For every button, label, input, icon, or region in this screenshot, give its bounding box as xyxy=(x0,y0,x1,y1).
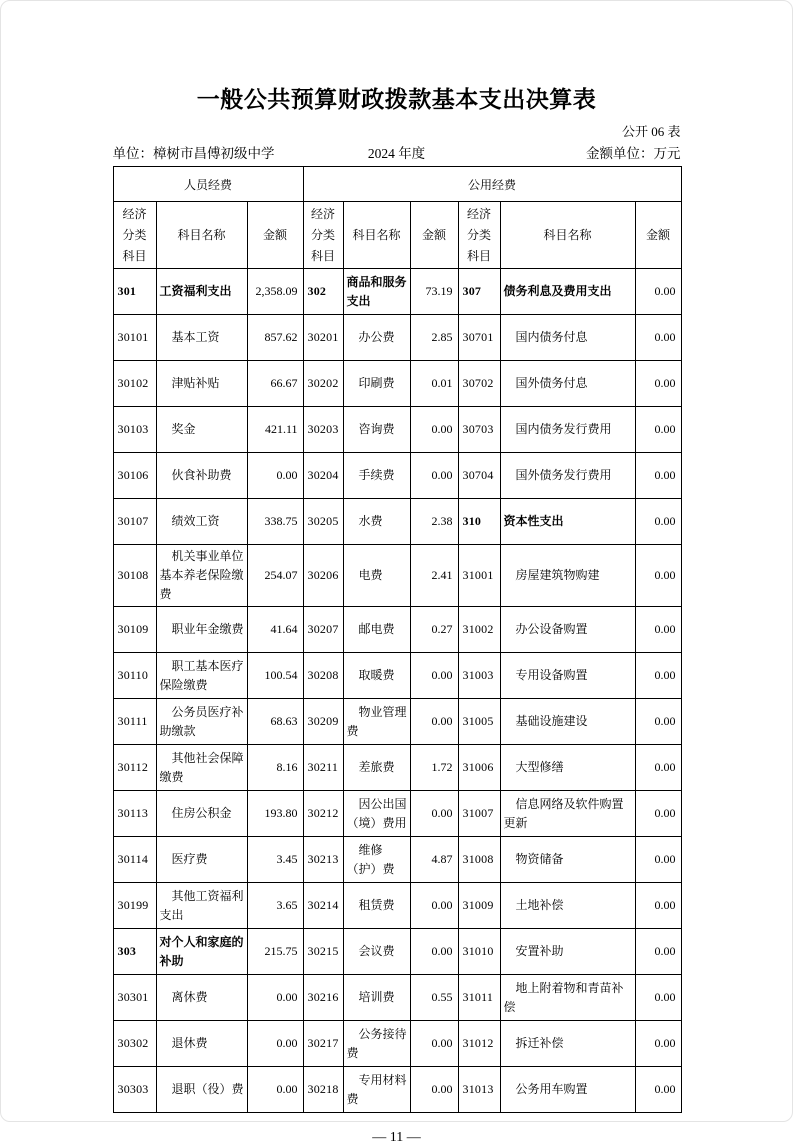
page-number: — 11 — xyxy=(372,1130,421,1145)
cell-economic-code: 30209 xyxy=(303,699,343,745)
cell-subject-name: 商品和服务支出 xyxy=(343,269,410,315)
table-row xyxy=(113,745,681,791)
table-row xyxy=(113,975,681,1021)
cell-subject-name: 对个人和家庭的补助 xyxy=(156,929,247,975)
table-code-label: 公开 06 表 xyxy=(621,124,681,139)
cell-subject-name: 印刷费 xyxy=(343,361,410,407)
cell-subject-name: 咨询费 xyxy=(343,407,410,453)
cell-economic-code: 31003 xyxy=(458,653,500,699)
cell-economic-code: 302 xyxy=(303,269,343,315)
cell-amount: 0.00 xyxy=(410,1021,458,1067)
cell-economic-code: 30216 xyxy=(303,975,343,1021)
cell-subject-name: 国内债务付息 xyxy=(500,315,635,361)
cell-amount: 68.63 xyxy=(247,699,303,745)
cell-economic-code: 30206 xyxy=(303,545,343,607)
col-header-name: 科目名称 xyxy=(156,202,247,269)
cell-amount: 2,358.09 xyxy=(247,269,303,315)
cell-subject-name: 专用材料费 xyxy=(343,1067,410,1113)
cell-subject-name: 其他社会保障缴费 xyxy=(156,745,247,791)
cell-economic-code: 30704 xyxy=(458,453,500,499)
cell-economic-code: 30214 xyxy=(303,883,343,929)
cell-amount: 0.00 xyxy=(410,929,458,975)
cell-subject-name: 会议费 xyxy=(343,929,410,975)
cell-subject-name: 职业年金缴费 xyxy=(156,607,247,653)
cell-amount: 0.55 xyxy=(410,975,458,1021)
column-header-row xyxy=(113,202,681,269)
cell-amount: 0.00 xyxy=(635,653,681,699)
cell-subject-name: 工资福利支出 xyxy=(156,269,247,315)
cell-subject-name: 邮电费 xyxy=(343,607,410,653)
cell-economic-code: 31001 xyxy=(458,545,500,607)
cell-amount: 2.41 xyxy=(410,545,458,607)
cell-amount: 0.00 xyxy=(410,653,458,699)
cell-subject-name: 手续费 xyxy=(343,453,410,499)
cell-amount: 0.00 xyxy=(635,1067,681,1113)
cell-economic-code: 301 xyxy=(113,269,156,315)
cell-subject-name: 物业管理费 xyxy=(343,699,410,745)
cell-economic-code: 30110 xyxy=(113,653,156,699)
cell-economic-code: 30301 xyxy=(113,975,156,1021)
cell-economic-code: 30199 xyxy=(113,883,156,929)
cell-subject-name: 专用设备购置 xyxy=(500,653,635,699)
cell-subject-name: 绩效工资 xyxy=(156,499,247,545)
table-row xyxy=(113,791,681,837)
cell-amount: 2.38 xyxy=(410,499,458,545)
cell-amount: 0.00 xyxy=(247,453,303,499)
col-header-amount: 金额 xyxy=(247,202,303,269)
cell-subject-name: 土地补偿 xyxy=(500,883,635,929)
cell-subject-name: 培训费 xyxy=(343,975,410,1021)
cell-subject-name: 大型修缮 xyxy=(500,745,635,791)
cell-subject-name: 国内债务发行费用 xyxy=(500,407,635,453)
cell-economic-code: 30212 xyxy=(303,791,343,837)
cell-economic-code: 30213 xyxy=(303,837,343,883)
cell-amount: 3.65 xyxy=(247,883,303,929)
col-header-name: 科目名称 xyxy=(343,202,410,269)
cell-amount: 8.16 xyxy=(247,745,303,791)
cell-economic-code: 30202 xyxy=(303,361,343,407)
cell-economic-code: 30217 xyxy=(303,1021,343,1067)
cell-economic-code: 30218 xyxy=(303,1067,343,1113)
cell-economic-code: 31013 xyxy=(458,1067,500,1113)
cell-subject-name: 其他工资福利支出 xyxy=(156,883,247,929)
cell-amount: 2.85 xyxy=(410,315,458,361)
cell-subject-name: 医疗费 xyxy=(156,837,247,883)
cell-economic-code: 30204 xyxy=(303,453,343,499)
cell-economic-code: 30112 xyxy=(113,745,156,791)
table-row xyxy=(113,407,681,453)
cell-economic-code: 30701 xyxy=(458,315,500,361)
col-header-amount: 金额 xyxy=(410,202,458,269)
col-header-name: 科目名称 xyxy=(500,202,635,269)
table-row xyxy=(113,499,681,545)
cell-amount: 0.00 xyxy=(410,883,458,929)
cell-subject-name: 因公出国（境）费用 xyxy=(343,791,410,837)
cell-economic-code: 30211 xyxy=(303,745,343,791)
cell-economic-code: 31007 xyxy=(458,791,500,837)
cell-economic-code: 30205 xyxy=(303,499,343,545)
cell-economic-code: 30106 xyxy=(113,453,156,499)
table-row xyxy=(113,837,681,883)
table-row xyxy=(113,453,681,499)
cell-amount: 193.80 xyxy=(247,791,303,837)
cell-amount: 4.87 xyxy=(410,837,458,883)
cell-economic-code: 30107 xyxy=(113,499,156,545)
cell-subject-name: 信息网络及软件购置更新 xyxy=(500,791,635,837)
cell-economic-code: 30101 xyxy=(113,315,156,361)
cell-subject-name: 拆迁补偿 xyxy=(500,1021,635,1067)
cell-economic-code: 30113 xyxy=(113,791,156,837)
col-header-code: 经济分类科目 xyxy=(303,202,343,269)
cell-amount: 0.00 xyxy=(635,929,681,975)
cell-economic-code: 30108 xyxy=(113,545,156,607)
cell-amount: 0.00 xyxy=(635,837,681,883)
cell-economic-code: 30207 xyxy=(303,607,343,653)
amount-unit-label: 金额单位：万元 xyxy=(586,146,681,161)
cell-subject-name: 租赁费 xyxy=(343,883,410,929)
cell-economic-code: 303 xyxy=(113,929,156,975)
cell-amount: 0.00 xyxy=(410,791,458,837)
unit-label: 单位：樟树市昌傅初级中学 xyxy=(112,146,275,161)
cell-amount: 0.00 xyxy=(410,407,458,453)
table-row xyxy=(113,607,681,653)
cell-economic-code: 310 xyxy=(458,499,500,545)
cell-subject-name: 伙食补助费 xyxy=(156,453,247,499)
col-header-amount: 金额 xyxy=(635,202,681,269)
cell-amount: 100.54 xyxy=(247,653,303,699)
cell-subject-name: 维修（护）费 xyxy=(343,837,410,883)
table-row xyxy=(113,699,681,745)
cell-subject-name: 国外债务付息 xyxy=(500,361,635,407)
cell-economic-code: 30702 xyxy=(458,361,500,407)
meta-row xyxy=(113,143,681,164)
cell-subject-name: 津贴补贴 xyxy=(156,361,247,407)
cell-subject-name: 公务员医疗补助缴款 xyxy=(156,699,247,745)
cell-economic-code: 31002 xyxy=(458,607,500,653)
cell-amount: 0.00 xyxy=(635,699,681,745)
cell-economic-code: 307 xyxy=(458,269,500,315)
cell-economic-code: 30208 xyxy=(303,653,343,699)
cell-subject-name: 资本性支出 xyxy=(500,499,635,545)
cell-amount: 66.67 xyxy=(247,361,303,407)
cell-subject-name: 差旅费 xyxy=(343,745,410,791)
cell-subject-name: 水费 xyxy=(343,499,410,545)
table-row xyxy=(113,929,681,975)
cell-amount: 338.75 xyxy=(247,499,303,545)
cell-subject-name: 安置补助 xyxy=(500,929,635,975)
cell-subject-name: 职工基本医疗保险缴费 xyxy=(156,653,247,699)
cell-amount: 0.00 xyxy=(247,1067,303,1113)
cell-subject-name: 电费 xyxy=(343,545,410,607)
cell-economic-code: 30215 xyxy=(303,929,343,975)
cell-amount: 0.00 xyxy=(635,361,681,407)
cell-economic-code: 30302 xyxy=(113,1021,156,1067)
cell-economic-code: 31008 xyxy=(458,837,500,883)
cell-subject-name: 地上附着物和青苗补偿 xyxy=(500,975,635,1021)
table-row xyxy=(113,1021,681,1067)
cell-subject-name: 公务用车购置 xyxy=(500,1067,635,1113)
table-row xyxy=(113,269,681,315)
cell-amount: 421.11 xyxy=(247,407,303,453)
cell-economic-code: 30703 xyxy=(458,407,500,453)
cell-subject-name: 房屋建筑物购建 xyxy=(500,545,635,607)
cell-subject-name: 住房公积金 xyxy=(156,791,247,837)
cell-subject-name: 离休费 xyxy=(156,975,247,1021)
table-row xyxy=(113,361,681,407)
cell-amount: 0.00 xyxy=(635,1021,681,1067)
cell-economic-code: 30111 xyxy=(113,699,156,745)
cell-subject-name: 办公设备购置 xyxy=(500,607,635,653)
page-content xyxy=(113,85,681,1147)
cell-amount: 0.00 xyxy=(635,453,681,499)
cell-subject-name: 物资储备 xyxy=(500,837,635,883)
col-header-code: 经济分类科目 xyxy=(458,202,500,269)
cell-subject-name: 债务利息及费用支出 xyxy=(500,269,635,315)
cell-economic-code: 30203 xyxy=(303,407,343,453)
table-row xyxy=(113,883,681,929)
cell-economic-code: 31009 xyxy=(458,883,500,929)
cell-economic-code: 30109 xyxy=(113,607,156,653)
cell-economic-code: 30102 xyxy=(113,361,156,407)
cell-amount: 3.45 xyxy=(247,837,303,883)
cell-amount: 857.62 xyxy=(247,315,303,361)
cell-amount: 0.01 xyxy=(410,361,458,407)
cell-subject-name: 基本工资 xyxy=(156,315,247,361)
cell-economic-code: 30103 xyxy=(113,407,156,453)
cell-amount: 0.00 xyxy=(635,791,681,837)
cell-amount: 0.00 xyxy=(410,1067,458,1113)
cell-economic-code: 30303 xyxy=(113,1067,156,1113)
cell-amount: 0.00 xyxy=(247,975,303,1021)
cell-subject-name: 奖金 xyxy=(156,407,247,453)
cell-subject-name: 退职（役）费 xyxy=(156,1067,247,1113)
cell-subject-name: 退休费 xyxy=(156,1021,247,1067)
cell-subject-name: 基础设施建设 xyxy=(500,699,635,745)
cell-amount: 0.00 xyxy=(635,607,681,653)
cell-amount: 0.00 xyxy=(410,699,458,745)
cell-amount: 0.27 xyxy=(410,607,458,653)
cell-amount: 0.00 xyxy=(635,745,681,791)
group-header-public: 公用经费 xyxy=(303,167,681,202)
cell-subject-name: 公务接待费 xyxy=(343,1021,410,1067)
cell-amount: 0.00 xyxy=(635,269,681,315)
cell-amount: 73.19 xyxy=(410,269,458,315)
year-label: 2024 年度 xyxy=(367,146,426,161)
cell-subject-name: 机关事业单位基本养老保险缴费 xyxy=(156,545,247,607)
cell-economic-code: 30114 xyxy=(113,837,156,883)
cell-amount: 1.72 xyxy=(410,745,458,791)
table-row xyxy=(113,653,681,699)
cell-economic-code: 31010 xyxy=(458,929,500,975)
col-header-code: 经济分类科目 xyxy=(113,202,156,269)
cell-amount: 0.00 xyxy=(635,883,681,929)
cell-amount: 0.00 xyxy=(635,315,681,361)
budget-table xyxy=(113,166,682,1113)
group-header-row xyxy=(113,167,681,202)
cell-subject-name: 办公费 xyxy=(343,315,410,361)
cell-economic-code: 31006 xyxy=(458,745,500,791)
table-row xyxy=(113,545,681,607)
cell-amount: 0.00 xyxy=(410,453,458,499)
cell-amount: 0.00 xyxy=(635,499,681,545)
cell-amount: 0.00 xyxy=(635,545,681,607)
group-header-personnel: 人员经费 xyxy=(113,167,303,202)
cell-economic-code: 31011 xyxy=(458,975,500,1021)
cell-amount: 41.64 xyxy=(247,607,303,653)
cell-amount: 0.00 xyxy=(635,407,681,453)
cell-economic-code: 31012 xyxy=(458,1021,500,1067)
cell-economic-code: 31005 xyxy=(458,699,500,745)
cell-economic-code: 30201 xyxy=(303,315,343,361)
table-row xyxy=(113,315,681,361)
cell-amount: 254.07 xyxy=(247,545,303,607)
cell-amount: 215.75 xyxy=(247,929,303,975)
cell-subject-name: 国外债务发行费用 xyxy=(500,453,635,499)
page-title: 一般公共预算财政拨款基本支出决算表 xyxy=(196,86,597,112)
cell-amount: 0.00 xyxy=(635,975,681,1021)
cell-amount: 0.00 xyxy=(247,1021,303,1067)
cell-subject-name: 取暖费 xyxy=(343,653,410,699)
table-row xyxy=(113,1067,681,1113)
